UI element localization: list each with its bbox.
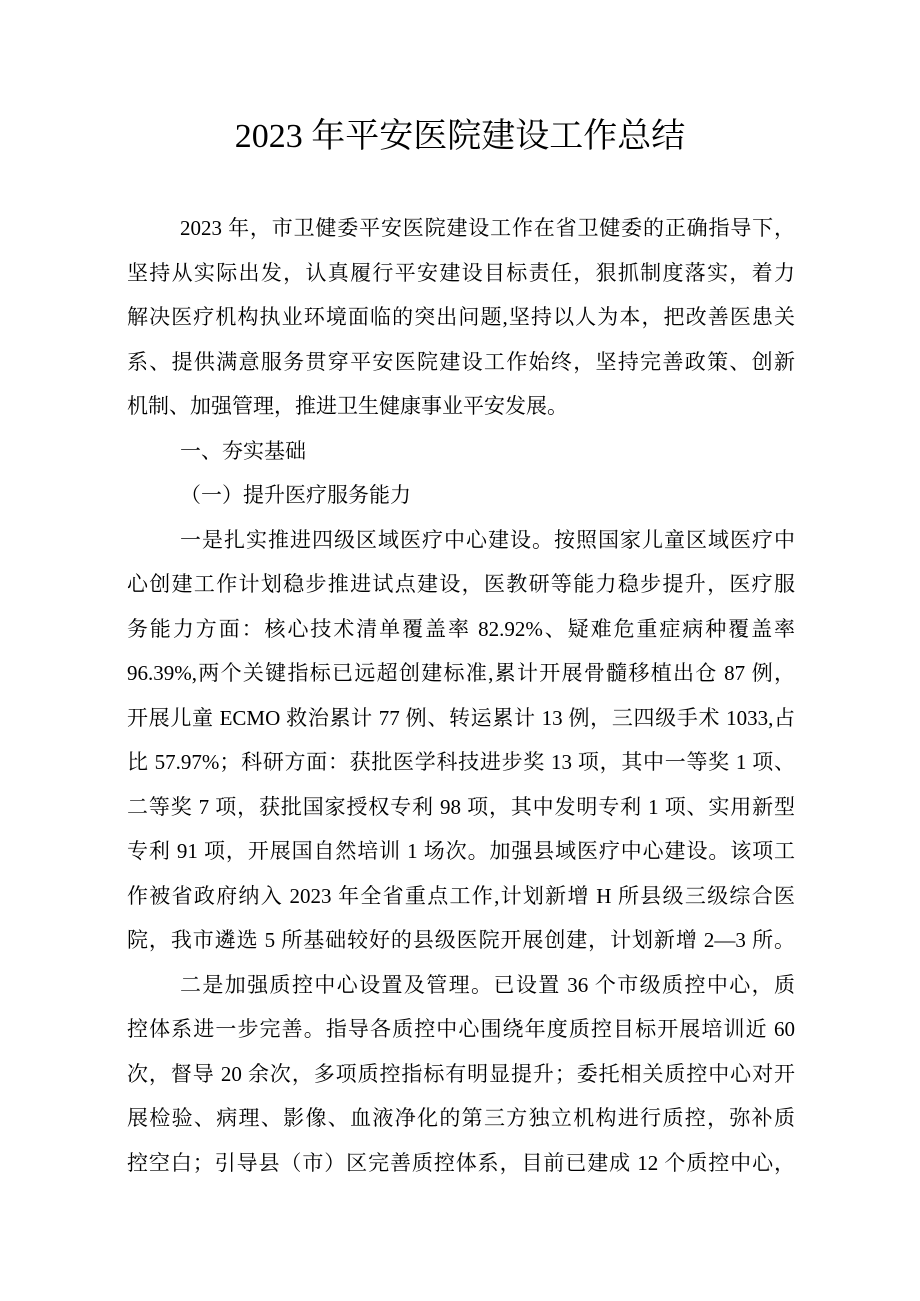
- paragraph-3-line: 控体系进一步完善。指导各质控中心围绕年度质控目标开展培训近 60: [127, 1017, 795, 1041]
- paragraph-2-line: 开展儿童 ECMO 救治累计 77 例、转运累计 13 例，三四级手术 1033,占: [127, 705, 795, 730]
- document-title: 2023 年平安医院建设工作总结: [234, 118, 686, 155]
- paragraph-2-line: 二等奖 7 项，获批国家授权专利 98 项，其中发明专利 1 项、实用新型: [127, 794, 795, 819]
- paragraph-2-line: 心创建工作计划稳步推进试点建设，医教研等能力稳步提升，医疗服: [127, 572, 795, 596]
- paragraph-1-line: 系、提供满意服务贯穿平安医院建设工作始终，坚持完善政策、创新: [127, 349, 795, 374]
- paragraph-3-line: 展检验、病理、影像、血液净化的第三方独立机构进行质控，弥补质: [127, 1106, 795, 1130]
- paragraph-1-line: 2023 年，市卫健委平安医院建设工作在省卫健委的正确指导下，: [180, 216, 795, 240]
- heading-1-line: 一、夯实基础: [180, 438, 306, 463]
- heading-2-line: （一）提升医疗服务能力: [180, 483, 411, 507]
- paragraph-1-line: 解决医疗机构执业环境面临的突出问题,坚持以人为本，把改善医患关: [127, 305, 795, 329]
- paragraph-2-line: 院，我市遴选 5 所基础较好的县级医院开展创建，计划新增 2—3 所。: [127, 928, 795, 952]
- paragraph-2-line: 专利 91 项，开展国自然培训 1 场次。加强县域医疗中心建设。该项工: [127, 839, 795, 863]
- paragraph-2-line: 务能力方面：核心技术清单覆盖率 82.92%、疑难危重症病种覆盖率: [127, 616, 795, 641]
- paragraph-2-line: 作被省政府纳入 2023 年全省重点工作,计划新增 H 所县级三级综合医: [127, 883, 795, 908]
- paragraph-2-line: 比 57.97%；科研方面：获批医学科技进步奖 13 项，其中一等奖 1 项、: [127, 750, 795, 774]
- paragraph-1-line: 机制、加强管理，推进卫生健康事业平安发展。: [127, 394, 568, 418]
- paragraph-2-line: 96.39%,两个关键指标已远超创建标准,累计开展骨髓移植出仓 87 例，: [127, 661, 795, 685]
- paragraph-3-line: 次，督导 20 余次，多项质控指标有明显提升；委托相关质控中心对开: [127, 1061, 795, 1086]
- paragraph-2-line: 一是扎实推进四级区域医疗中心建设。按照国家儿童区域医疗中: [180, 527, 795, 552]
- paragraph-3-line: 控空白；引导县（市）区完善质控体系，目前已建成 12 个质控中心，: [127, 1150, 795, 1175]
- paragraph-1-line: 坚持从实际出发，认真履行平安建设目标责任，狠抓制度落实，着力: [127, 260, 795, 285]
- document-body: [127, 206, 795, 1185]
- paragraph-3-line: 二是加强质控中心设置及管理。已设置 36 个市级质控中心，质: [180, 972, 795, 997]
